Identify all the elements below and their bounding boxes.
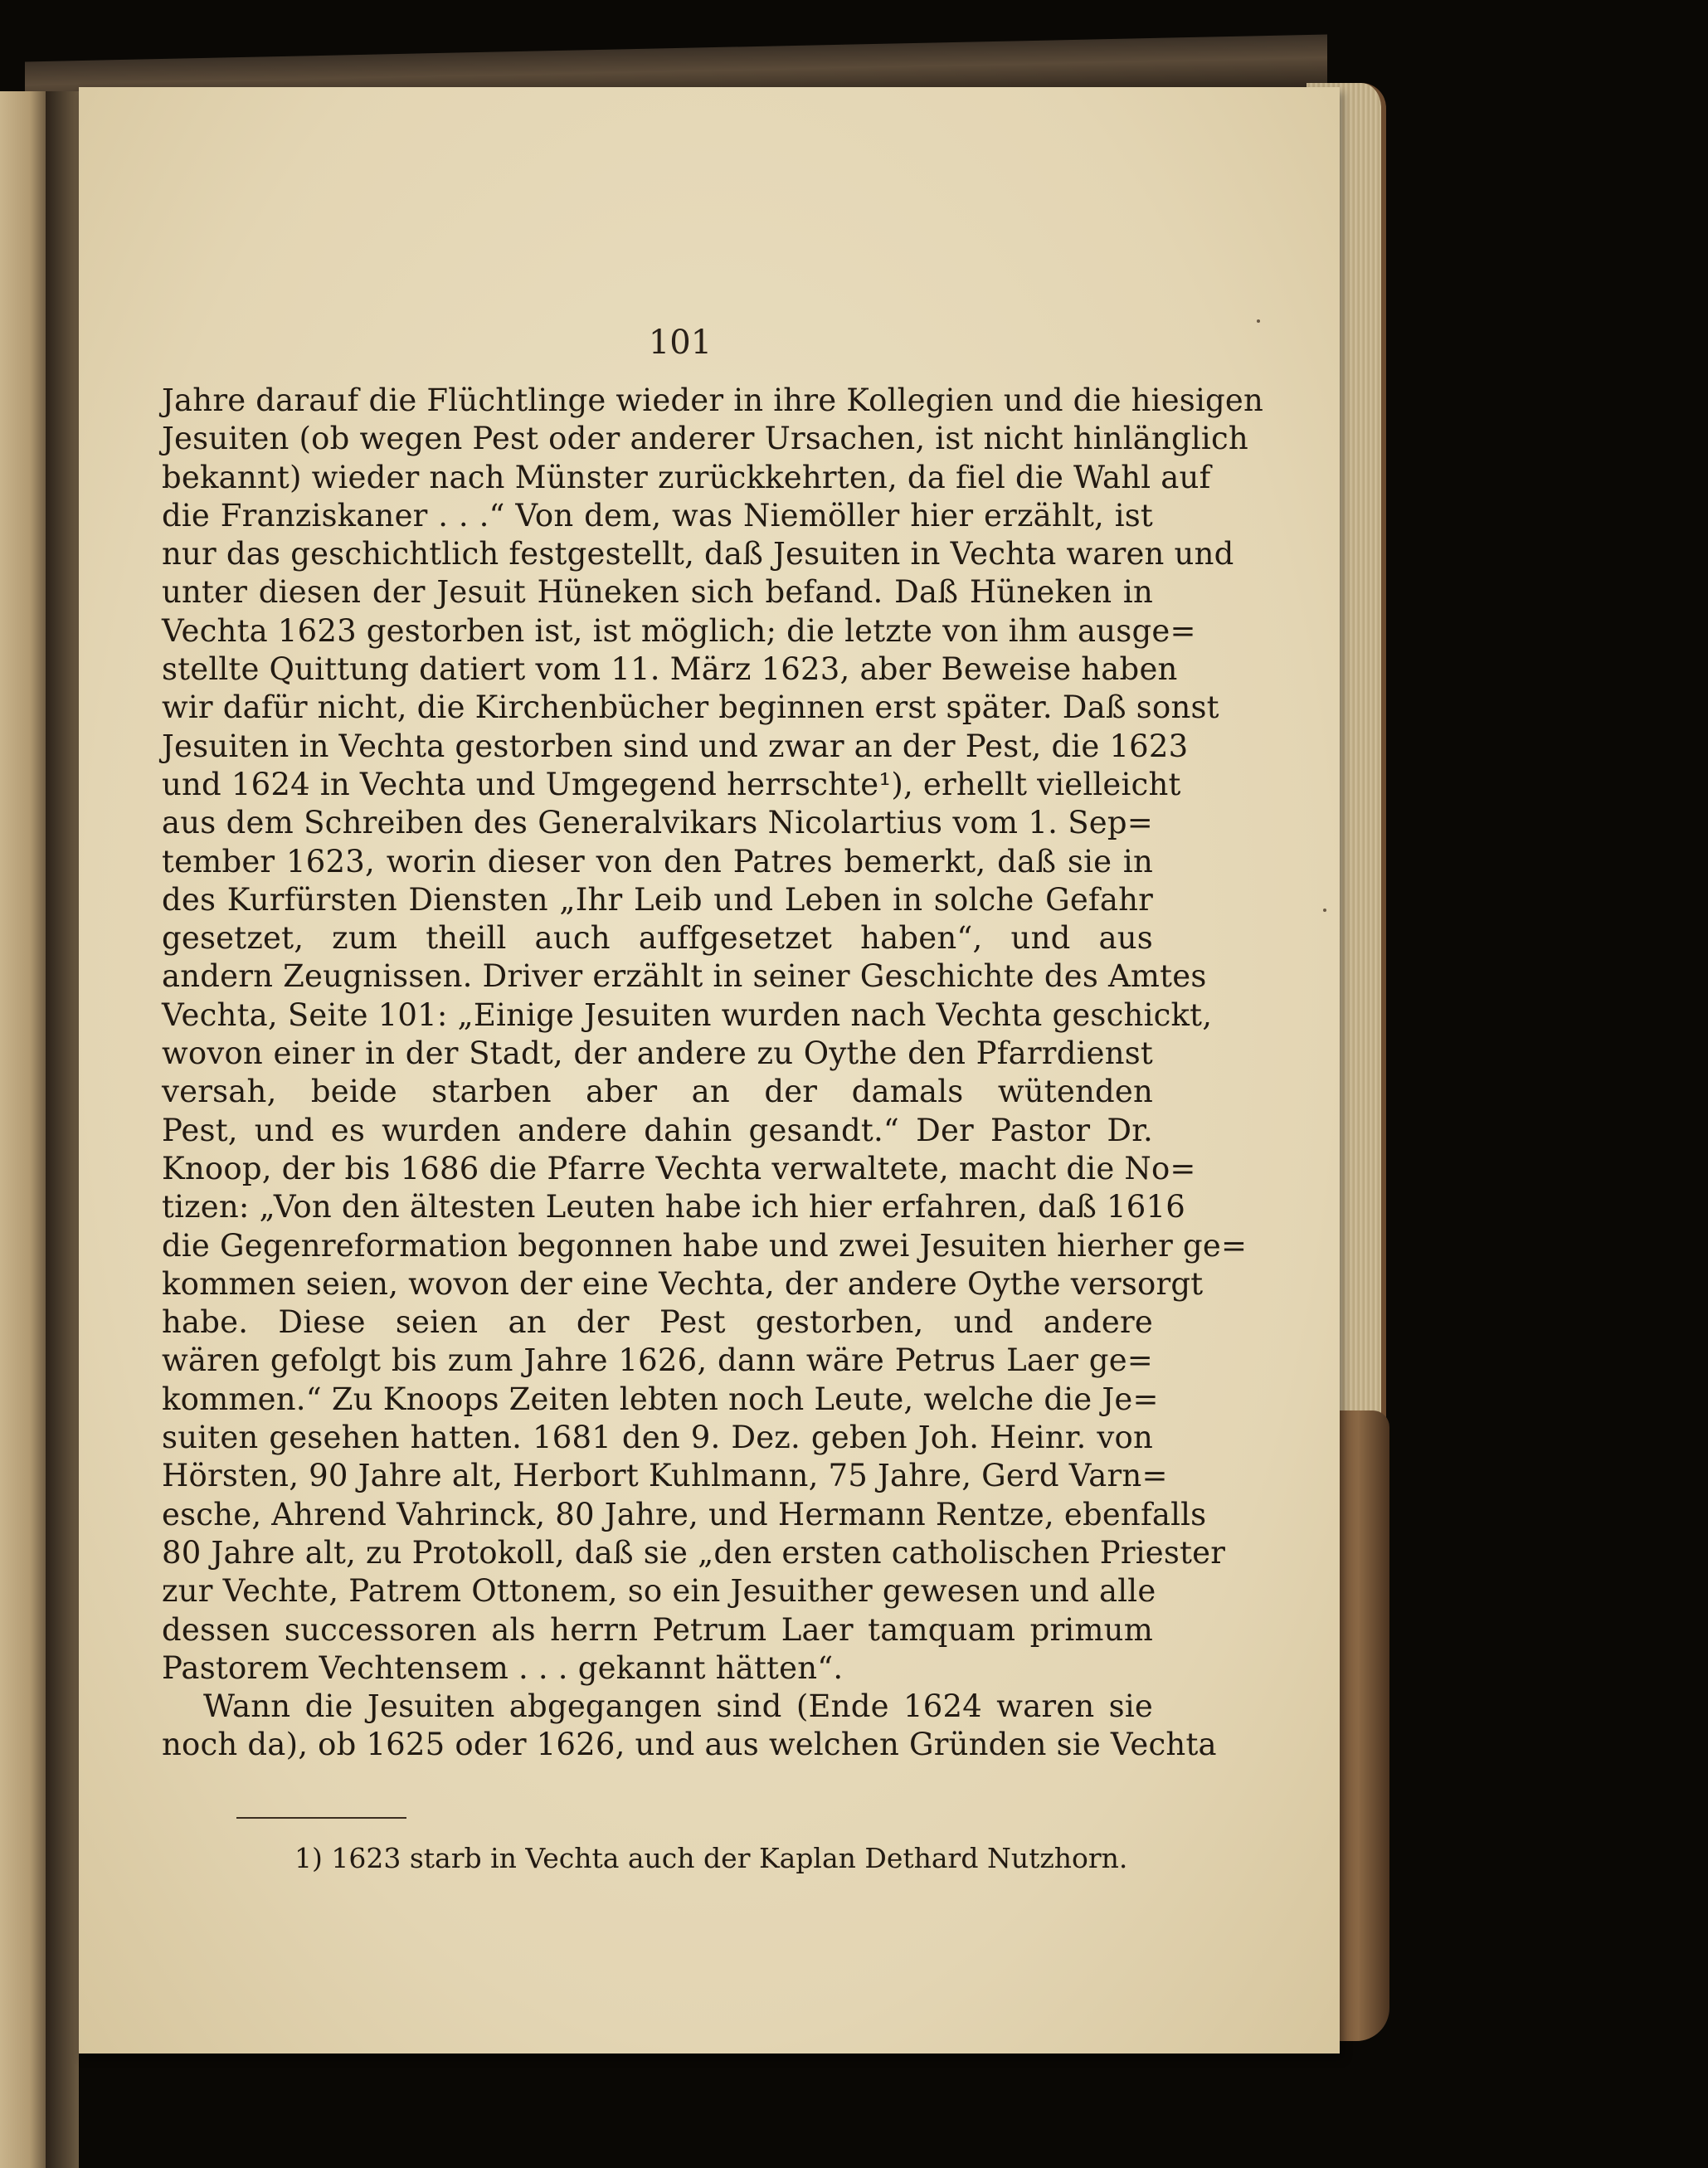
text-line: habe. Diese seien an der Pest gestorben, und andere [162, 1304, 1153, 1341]
footnote: 1) 1623 starb in Vechta auch der Kaplan Dethard Nutzhorn. [294, 1842, 1128, 1874]
text-line: Hörsten, 90 Jahre alt, Herbort Kuhlmann, 75 Jahre, Gerd Varn= [162, 1458, 1168, 1494]
text-line: unter diesen der Jesuit Hüneken sich befand. Daß Hüneken in [162, 574, 1153, 611]
text-line: die Franziskaner . . .“ Von dem, was Niemöller hier erzählt, ist [162, 497, 1153, 533]
text-line: kommen seien, wovon der eine Vechta, der andere Oythe versorgt [162, 1265, 1204, 1302]
text-line: tember 1623, worin dieser von den Patres bemerkt, daß sie in [162, 843, 1153, 879]
text-line: Vechta, Seite 101: „Einige Jesuiten wurden nach Vechta geschickt, [162, 996, 1213, 1033]
text-line: 80 Jahre alt, zu Protokoll, daß sie „den ersten catholischen Priester [162, 1534, 1226, 1571]
text-line: dessen successoren als herrn Petrum Laer tamquam primum [162, 1611, 1153, 1648]
text-line: nur das geschichtlich festgestellt, daß Jesuiten in Vechta waren und [162, 536, 1234, 572]
text-line: wovon einer in der Stadt, der andere zu Oythe den Pfarrdienst [162, 1035, 1153, 1072]
text-line: Pest, und es wurden andere dahin gesandt.“ Der Pastor Dr. [162, 1112, 1153, 1148]
text-line: Knoop, der bis 1686 die Pfarre Vechta verwaltete, macht die No= [162, 1150, 1196, 1186]
text-line: Jesuiten (ob wegen Pest oder anderer Ursachen, ist nicht hinlänglich [162, 421, 1248, 457]
text-line: zur Vechte, Patrem Ottonem, so ein Jesuither gewesen und alle [162, 1573, 1156, 1610]
text-line: wir dafür nicht, die Kirchenbücher beginnen erst später. Daß sonst [162, 689, 1219, 726]
text-line: stellte Quittung datiert vom 11. März 1623, aber Beweise haben [162, 651, 1178, 688]
paper-speck [1323, 909, 1326, 912]
text-line: Jesuiten in Vechta gestorben sind und zwar an der Pest, die 1623 [162, 728, 1189, 764]
text-line: andern Zeugnissen. Driver erzählt in seiner Geschichte des Amtes [162, 958, 1207, 995]
text-line: tizen: „Von den ältesten Leuten habe ich hier erfahren, daß 1616 [162, 1189, 1185, 1225]
text-line: versah, beide starben aber an der damals wütenden [162, 1074, 1153, 1110]
text-line: die Gegenreformation begonnen habe und zwei Jesuiten hierher ge= [162, 1227, 1248, 1264]
text-line: esche, Ahrend Vahrinck, 80 Jahre, und Hermann Rentze, ebenfalls [162, 1496, 1207, 1532]
text-line: des Kurfürsten Diensten „Ihr Leib und Leben in solche Gefahr [162, 881, 1153, 918]
text-line: bekannt) wieder nach Münster zurückkehrten, da fiel die Wahl auf [162, 459, 1211, 495]
footnote-rule [236, 1817, 406, 1819]
text-line: gesetzet, zum theill auch auffgesetzet haben“, und aus [162, 920, 1153, 957]
text-line: noch da), ob 1625 oder 1626, und aus welchen Gründen sie Vechta [162, 1727, 1217, 1763]
text-line: suiten gesehen hatten. 1681 den 9. Dez. geben Joh. Heinr. von [162, 1420, 1153, 1456]
body-text [162, 382, 1264, 1765]
text-line: aus dem Schreiben des Generalvikars Nicolartius vom 1. Sep= [162, 805, 1153, 841]
text-line: Wann die Jesuiten abgegangen sind (Ende 1624 waren sie [203, 1688, 1153, 1725]
page-number: 101 [648, 324, 713, 362]
paper-speck [1257, 319, 1260, 323]
text-line: Jahre darauf die Flüchtlinge wieder in ihre Kollegien und die hiesigen [162, 382, 1264, 418]
text-line: und 1624 in Vechta und Umgegend herrschte¹), erhellt vielleicht [162, 766, 1181, 802]
facing-page-edge [0, 91, 50, 2168]
text-line: kommen.“ Zu Knoops Zeiten lebten noch Leute, welche die Je= [162, 1381, 1159, 1417]
text-line: Vechta 1623 gestorben ist, ist möglich; die letzte von ihm ausge= [162, 612, 1196, 649]
text-line: Pastorem Vechtensem . . . gekannt hätten“. [162, 1649, 844, 1686]
book-page [79, 87, 1340, 2054]
book-spine [46, 91, 79, 2168]
text-line: wären gefolgt bis zum Jahre 1626, dann wäre Petrus Laer ge= [162, 1342, 1153, 1379]
